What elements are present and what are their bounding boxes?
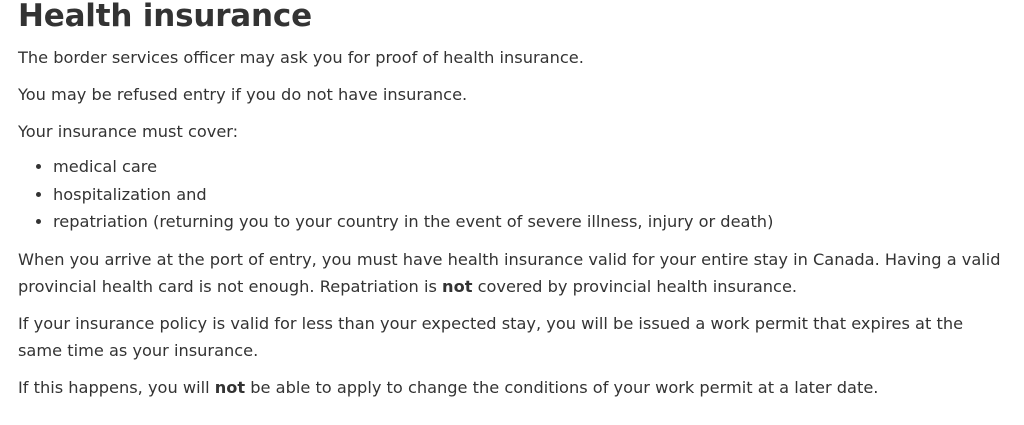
consequence-paragraph	[18, 374, 1006, 401]
list-item: • repatriation (returning you to your country in the event of severe illness, injury or death)	[53, 208, 1006, 236]
text-fragment: If this happens, you will	[18, 377, 215, 397]
emphasis-not: not	[214, 377, 246, 397]
port-of-entry-paragraph	[18, 246, 1006, 300]
emphasis-not: not	[442, 276, 473, 296]
text-fragment: be able to apply to change the conditions of your work permit at a later date.	[245, 377, 879, 397]
proof-paragraph: The border services officer may ask you for proof of health insurance.	[18, 48, 584, 67]
section-heading: Health insurance	[18, 0, 312, 34]
refusal-paragraph: You may be refused entry if you do not have insurance.	[18, 85, 468, 104]
list-item: • hospitalization and	[53, 181, 1006, 209]
coverage-list	[18, 153, 1006, 236]
coverage-intro: Your insurance must cover:	[18, 122, 239, 141]
text-fragment: covered by provincial health insurance.	[472, 276, 798, 296]
text-fragment: When you arrive at the port of entry, you must have health insurance valid for your entire stay in Canada. Having a valid provincial health card is not enough. Repatriation is	[18, 249, 1001, 296]
policy-validity-paragraph: If your insurance policy is valid for less than your expected stay, you will be issued a work permit that expires at the same time as your insurance.	[18, 313, 964, 360]
list-item: • medical care	[53, 153, 1006, 181]
